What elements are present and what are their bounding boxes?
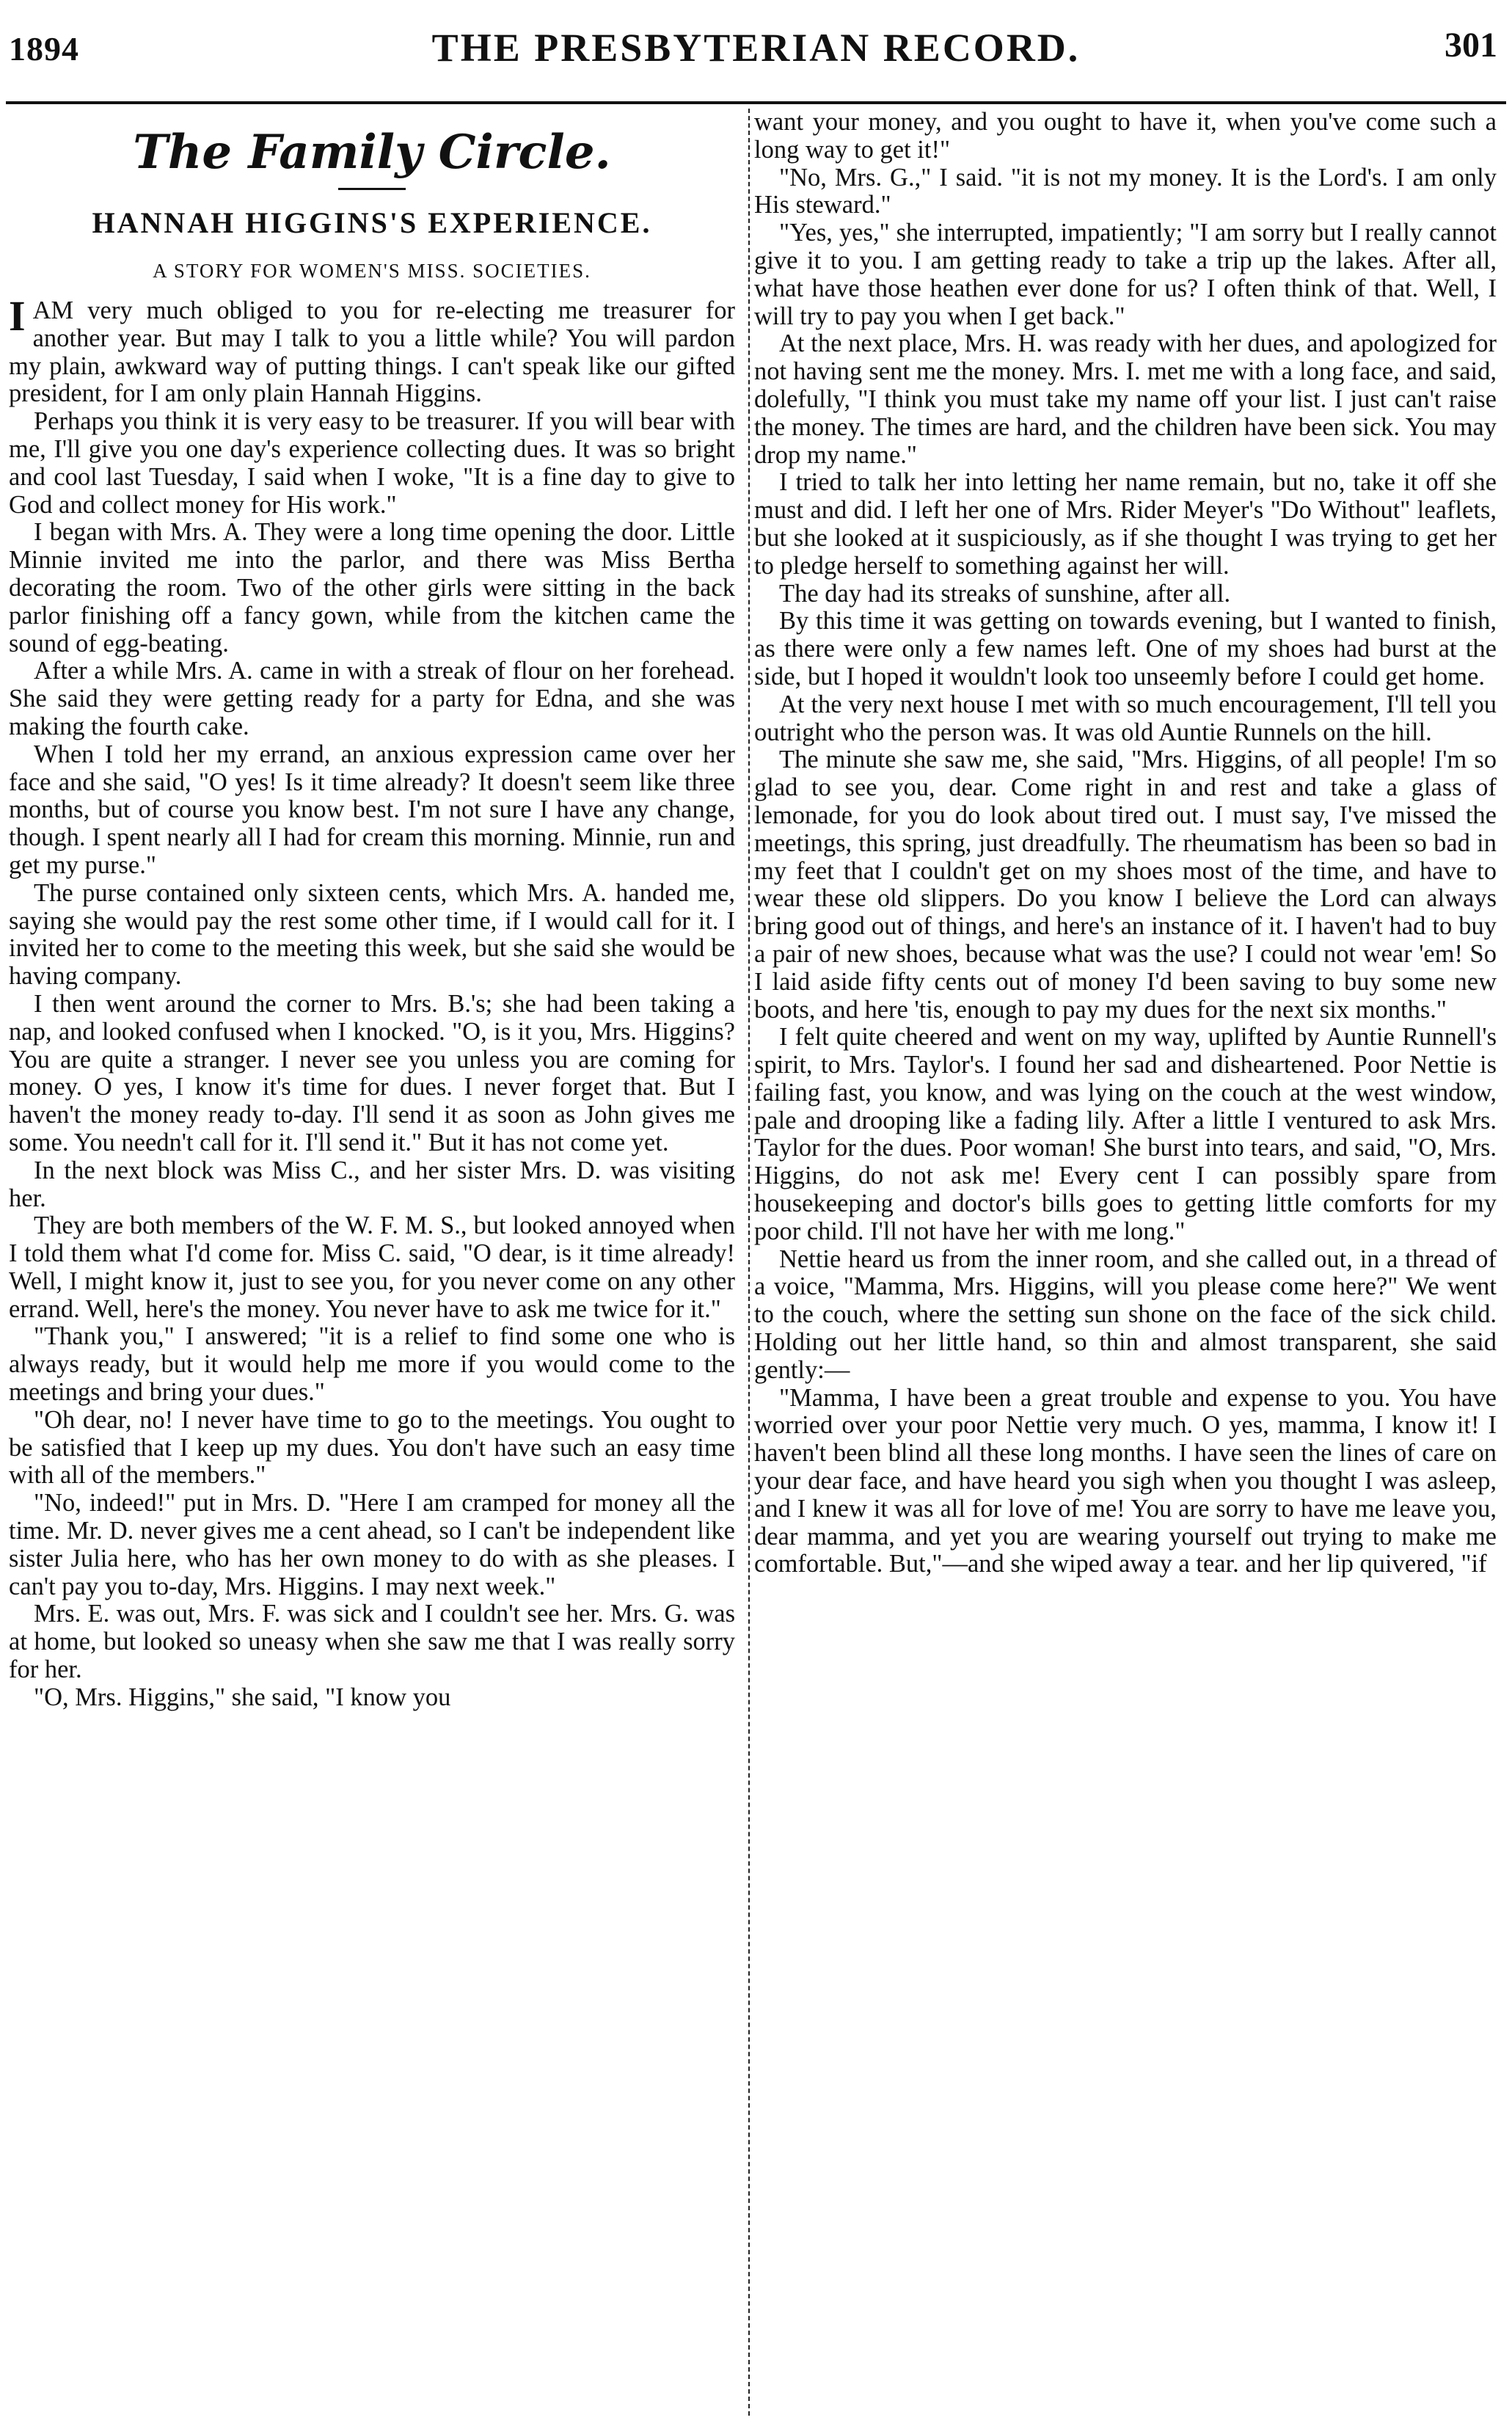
drop-cap: I bbox=[9, 292, 26, 340]
paragraph: I then went around the corner to Mrs. B.'s; she had been taking a nap, and looked confused when I knocked. "O, is it you, Mrs. Higgins? You are quite a stranger. I never see you unless you are coming for money. O yes, I know it's time for dues. I never forget that. But I haven't the money ready to-day. I'll send it as soon as John gives me some. You needn't call for it. I'll send it." But it has not come yet. bbox=[9, 989, 735, 1156]
story-subtitle: A STORY FOR WOMEN'S MISS. SOCIETIES. bbox=[153, 260, 591, 282]
paragraph: "No, indeed!" put in Mrs. D. "Here I am cramped for money all the time. Mr. D. never gives me a cent ahead, so I can't be independent like sister Julia here, who has her own money to do with as she pleases. I can't pay you to-day, Mrs. Higgins. I may next week." bbox=[9, 1489, 735, 1600]
paragraph: "Mamma, I have been a great trouble and expense to you. You have worried over your poor Nettie very much. O yes, mamma, I know it! I haven't been blind all these long months. I have seen the lines of care on your dear face, and have heard you sigh when you thought I was asleep, and I knew it was all for love of me! You are sorry to have me leave you, dear mamma, and yet you are wearing yourself out trying to make me comfortable. But,"—and she wiped away a tear. and her lip quivered, "if bbox=[754, 1383, 1497, 1578]
paragraph: "Yes, yes," she interrupted, impatiently; "I am sorry but I really cannot give it to you. I am getting ready to take a trip up the lakes. After all, what have those heathen ever done for us? I often think of that. Well, I will try to pay you when I get back." bbox=[754, 219, 1497, 330]
paragraph: The purse contained only sixteen cents, which Mrs. A. handed me, saying she would pay the rest some other time, if I would call for it. I invited her to come to the meeting this week, but she said she would be having company. bbox=[9, 878, 735, 991]
paragraph: After a while Mrs. A. came in with a streak of flour on her forehead. She said they were getting ready for a party for Edna, and she was making the fourth cake. bbox=[9, 657, 735, 740]
paragraph: At the next place, Mrs. H. was ready with her dues, and apologized for not having sent me the money. Mrs. I. met me with a long face, and said, dolefully, "I think you must take my name off your list. I just can't raise the money. The times are hard, and the children have been sick. You may drop my name." bbox=[754, 329, 1497, 469]
paragraph: When I told her my errand, an anxious expression came over her face and she said, "O yes! Is it time already? It doesn't seem like three months, but of course you know best. I'm not sure I have any change, though. I spent nearly all I had for cream this morning. Minnie, run and get my purse." bbox=[9, 740, 735, 879]
header-rule bbox=[6, 101, 1506, 104]
column-divider bbox=[748, 109, 750, 2416]
paragraph: "No, Mrs. G.," I said. "it is not my money. It is the Lord's. I am only His steward." bbox=[754, 163, 1497, 219]
paragraph: In the next block was Miss C., and her sister Mrs. D. was visiting her. bbox=[9, 1156, 735, 1212]
paragraph: I began with Mrs. A. They were a long time opening the door. Little Minnie invited me into the parlor, and there was Miss Bertha decorating the room. Two of the other girls were sitting in the back parlor finishing off a fancy gown, while from the kitchen came the sound of egg-beating. bbox=[9, 518, 735, 657]
paragraph: "Oh dear, no! I never have time to go to the meetings. You ought to be satisfied that I keep up my dues. You don't have such an easy time with all of the members." bbox=[9, 1405, 735, 1490]
header-year: 1894 bbox=[9, 30, 79, 68]
paragraph: Perhaps you think it is very easy to be treasurer. If you will bear with me, I'll give you one day's experience collecting dues. It was so bright and cool last Tuesday, I said when I woke, "It is a fine day to give to God and collect money for His work." bbox=[9, 407, 735, 519]
paragraph: Mrs. E. was out, Mrs. F. was sick and I couldn't see her. Mrs. G. was at home, but looked so uneasy when she saw me that I was really sorry for her. bbox=[9, 1600, 735, 1684]
paragraph: "O, Mrs. Higgins," she said, "I know you bbox=[34, 1683, 451, 1711]
paragraph-text: AM very much obliged to you for re-electing me treasurer for another year. But may I talk to you a little while? You will pardon my plain, awkward way of putting things. I can't speak like our gifted president, for I am only plain Hannah Higgins. bbox=[9, 296, 735, 408]
paragraph: The day had its streaks of sunshine, after all. bbox=[779, 579, 1231, 608]
title-rule bbox=[338, 188, 406, 190]
paragraph: want your money, and you ought to have it, when you've come such a long way to get it!" bbox=[754, 108, 1497, 164]
story-title: HANNAH HIGGINS'S EXPERIENCE. bbox=[92, 206, 652, 239]
publication-title: THE PRESBYTERIAN RECORD. bbox=[431, 26, 1081, 70]
left-column bbox=[9, 109, 735, 1712]
page-header bbox=[9, 21, 1503, 70]
paragraph: I tried to talk her into letting her name remain, but no, take it off she must and did. I left her one of Mrs. Rider Meyer's "Do Without" leaflets, but she looked at it suspiciously, as if she thought I was trying to get her to pledge herself to something against her will. bbox=[754, 468, 1497, 580]
paragraph: By this time it was getting on towards evening, but I wanted to finish, as there were only a few names left. One of my shoes had burst at the side, but I hoped it wouldn't look too unseemly before I could get home. bbox=[754, 607, 1497, 691]
paragraph: "Thank you," I answered; "it is a relief to find some one who is always ready, but it would help me more if you would come to the meetings and bring your dues." bbox=[9, 1322, 735, 1407]
paragraph bbox=[9, 292, 735, 408]
section-title: The Family Circle. bbox=[133, 125, 611, 180]
paragraph: I felt quite cheered and went on my way, uplifted by Auntie Runnell's spirit, to Mrs. Taylor's. I found her sad and disheartened. Poor Nettie is failing fast, you know, and was lying on the couch at the west window, pale and drooping like a fading lily. After a little I ventured to ask Mrs. Taylor for the dues. Poor woman! She burst into tears, and said, "O, Mrs. Higgins, do not ask me! Every cent I can possibly spare from housekeeping and doctor's bills goes to getting little comforts for my poor child. I'll not have her with me long." bbox=[754, 1023, 1497, 1245]
right-column bbox=[754, 109, 1497, 1578]
paragraph: At the very next house I met with so much encouragement, I'll tell you outright who the person was. It was old Auntie Runnels on the hill. bbox=[754, 690, 1497, 746]
paragraph: They are both members of the W. F. M. S., but looked annoyed when I told them what I'd come for. Miss C. said, "O dear, is it time already! Well, I might know it, just to see you, for you never come on any other errand. Well, here's the money. You never have to ask me twice for it." bbox=[9, 1212, 735, 1323]
paragraph: Nettie heard us from the inner room, and she called out, in a thread of a voice, "Mamma, Mrs. Higgins, will you please come here?" We went to the couch, where the setting sun shone on the face of the sick child. Holding out her little hand, so thin and almost transparent, she said gently:— bbox=[754, 1245, 1497, 1384]
page-number: 301 bbox=[1445, 26, 1497, 65]
paragraph: The minute she saw me, she said, "Mrs. Higgins, of all people! I'm so glad to see you, dear. Come right in and rest and take a glass of lemonade, for you do look about tired out. I must say, I've missed the meetings, this spring, just dreadfully. The rheumatism has been so bad in my feet that I couldn't get on my shoes most of the time, and have to wear these old slippers. Do you know I believe the Lord can always bring good out of things, and here's an instance of it. I haven't had to buy a pair of new shoes, because what was the use? I could not wear 'em! So I laid aside fifty cents out of money I'd been saving to buy some new boots, and here 'tis, enough to pay my dues for the next six months." bbox=[754, 746, 1497, 1024]
